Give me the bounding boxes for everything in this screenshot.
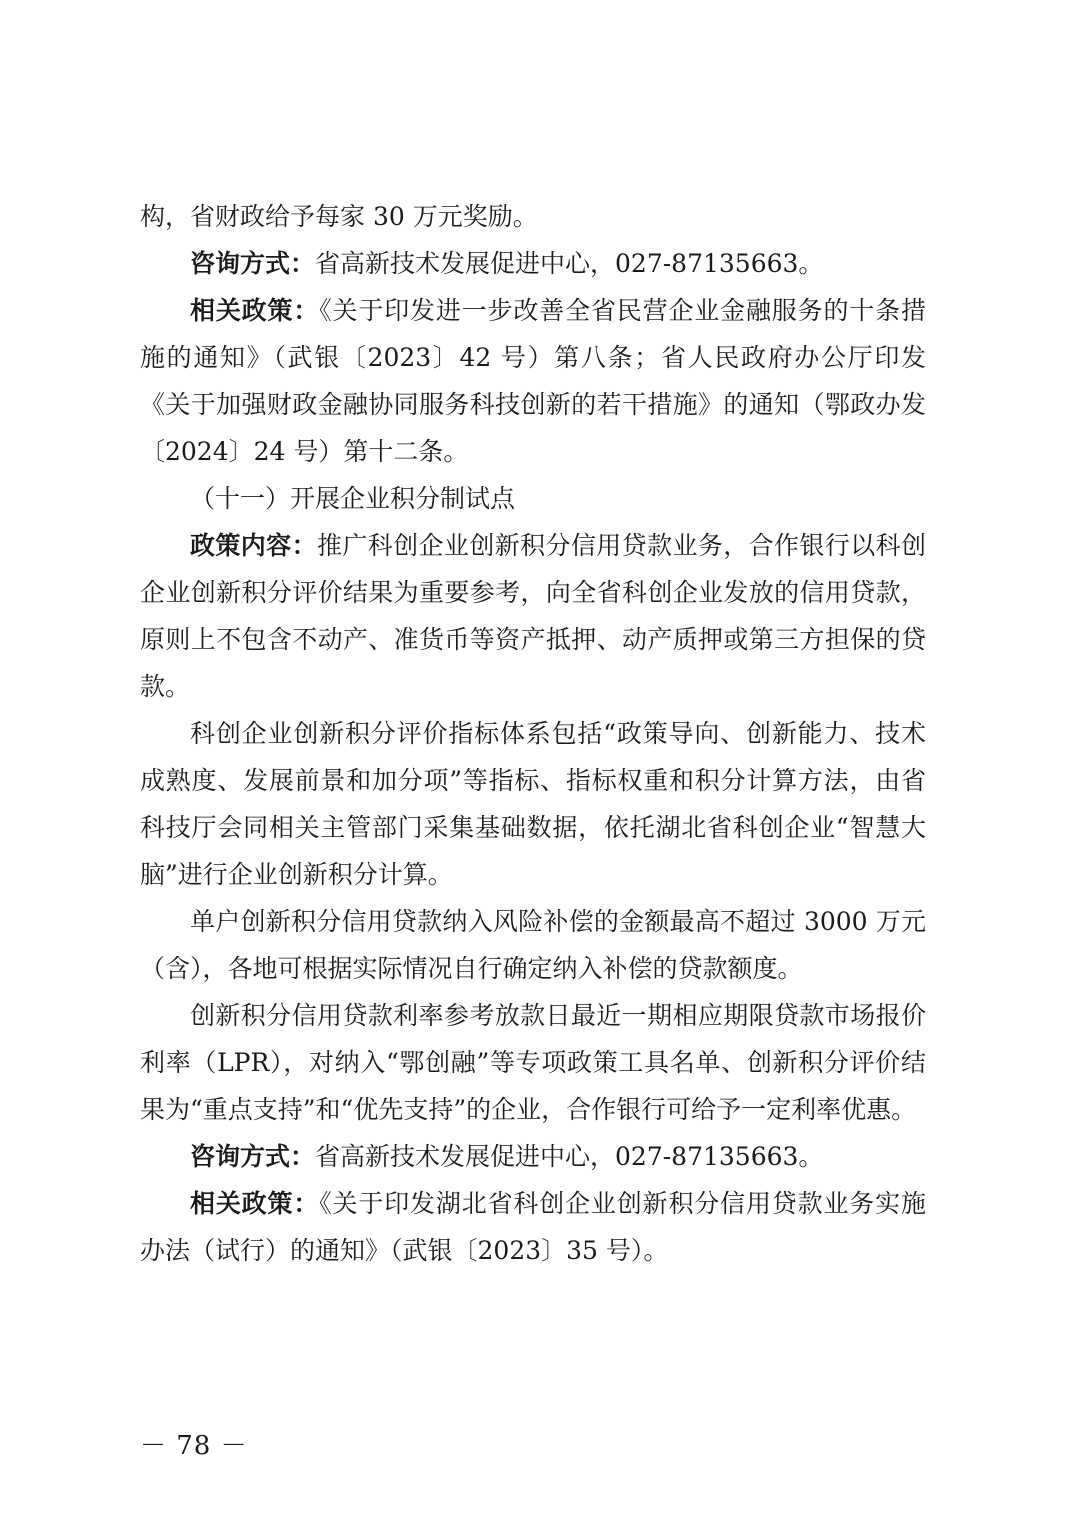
paragraph-text: 科创企业创新积分评价指标体系包括“政策导向、创新能力、技术成熟度、发展前景和加分项”等指标、指标权重和积分计算方法，由省科技厅会同相关主管部门采集基础数据，依托湖北省科创企业“智慧大脑”进行企业创新积分计算。 <box>140 719 926 889</box>
paragraph-label: 政策内容： <box>190 531 317 560</box>
paragraph-label: 咨询方式： <box>190 1142 316 1171</box>
paragraph-label: 相关政策： <box>190 296 320 325</box>
section-heading <box>140 475 926 522</box>
paragraph-9 <box>140 1133 926 1180</box>
paragraph-10 <box>140 1180 926 1274</box>
paragraph-1 <box>140 193 926 240</box>
page-number: － 78 － <box>140 1431 248 1461</box>
paragraph-text: 单户创新积分信用贷款纳入风险补偿的金额最高不超过 3000 万元（含），各地可根据实际情况自行确定纳入补偿的贷款额度。 <box>140 907 926 983</box>
paragraph-6 <box>140 710 926 898</box>
paragraph-text: 《关于印发湖北省科创企业创新积分信用贷款业务实施办法（试行）的通知》（武银〔2023〕35 号）。 <box>140 1189 926 1265</box>
paragraph-5 <box>140 522 926 710</box>
paragraph-text: 省高新技术发展促进中心，027-87135663。 <box>315 249 824 278</box>
paragraph-3 <box>140 287 926 475</box>
paragraph-label: 相关政策： <box>190 1189 320 1218</box>
paragraph-label: 咨询方式： <box>190 249 316 278</box>
paragraph-text: 推广科创企业创新积分信用贷款业务，合作银行以科创企业创新积分评价结果为重要参考，向全省科创企业发放的信用贷款，原则上不包含不动产、准货币等资产抵押、动产质押或第三方担保的贷款。 <box>140 531 926 701</box>
paragraph-7 <box>140 898 926 992</box>
paragraph-text: 《关于印发进一步改善全省民营企业金融服务的十条措施的通知》（武银〔2023〕42 号）第八条；省人民政府办公厅印发《关于加强财政金融协同服务科技创新的若干措施》的通知（鄂政办发〔2024〕24 号）第十二条。 <box>140 296 926 466</box>
paragraph-text: 创新积分信用贷款利率参考放款日最近一期相应期限贷款市场报价利率（LPR），对纳入“鄂创融”等专项政策工具名单、创新积分评价结果为“重点支持”和“优先支持”的企业，合作银行可给予一定利率优惠。 <box>140 1001 926 1124</box>
paragraph-text: 构，省财政给予每家 30 万元奖励。 <box>140 202 538 231</box>
paragraph-text: 省高新技术发展促进中心，027-87135663。 <box>315 1142 824 1171</box>
paragraph-8 <box>140 992 926 1133</box>
document-body <box>140 193 926 1274</box>
paragraph-text: （十一）开展企业积分制试点 <box>190 484 516 513</box>
paragraph-2 <box>140 240 926 287</box>
